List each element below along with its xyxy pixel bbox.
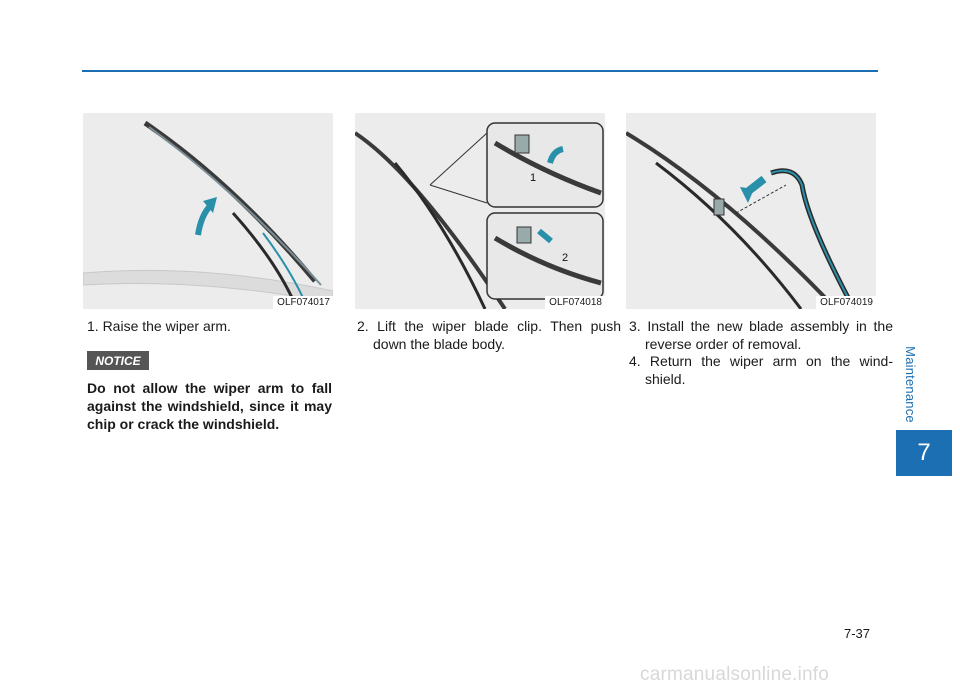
- figure-code: OLF074019: [816, 296, 876, 309]
- figure-lift-blade-clip: [355, 113, 605, 309]
- figure-raise-wiper-arm: [83, 113, 333, 309]
- step-1: 1. Raise the wiper arm.: [87, 318, 231, 334]
- blade-clip-illustration: [355, 113, 605, 309]
- figure-code: OLF074017: [273, 296, 333, 309]
- step-2: 2. Lift the wiper blade clip. Then push down the blade body.: [357, 318, 621, 352]
- figure-code: OLF074018: [545, 296, 605, 309]
- notice-badge: NOTICE: [87, 351, 149, 370]
- header-rule: [82, 70, 878, 72]
- step-3: 3. Install the new blade assembly in the reverse order of removal.: [629, 318, 893, 352]
- figure-install-blade: [626, 113, 876, 309]
- callout-2: 2: [562, 252, 569, 264]
- page-number: 7-37: [844, 626, 871, 641]
- step-4: 4. Return the wiper arm on the wind-shield.: [629, 353, 893, 387]
- chapter-number: 7: [896, 430, 952, 476]
- callout-1: 1: [530, 172, 537, 184]
- footer-link[interactable]: carmanualsonline.info: [640, 664, 830, 685]
- wiper-raise-illustration: [83, 113, 333, 309]
- notice-text: Do not allow the wiper arm to fall against the windshield, since it may chip or crack the windshield.: [87, 380, 332, 432]
- section-label: Maintenance: [902, 345, 918, 423]
- blade-install-illustration: [626, 113, 876, 309]
